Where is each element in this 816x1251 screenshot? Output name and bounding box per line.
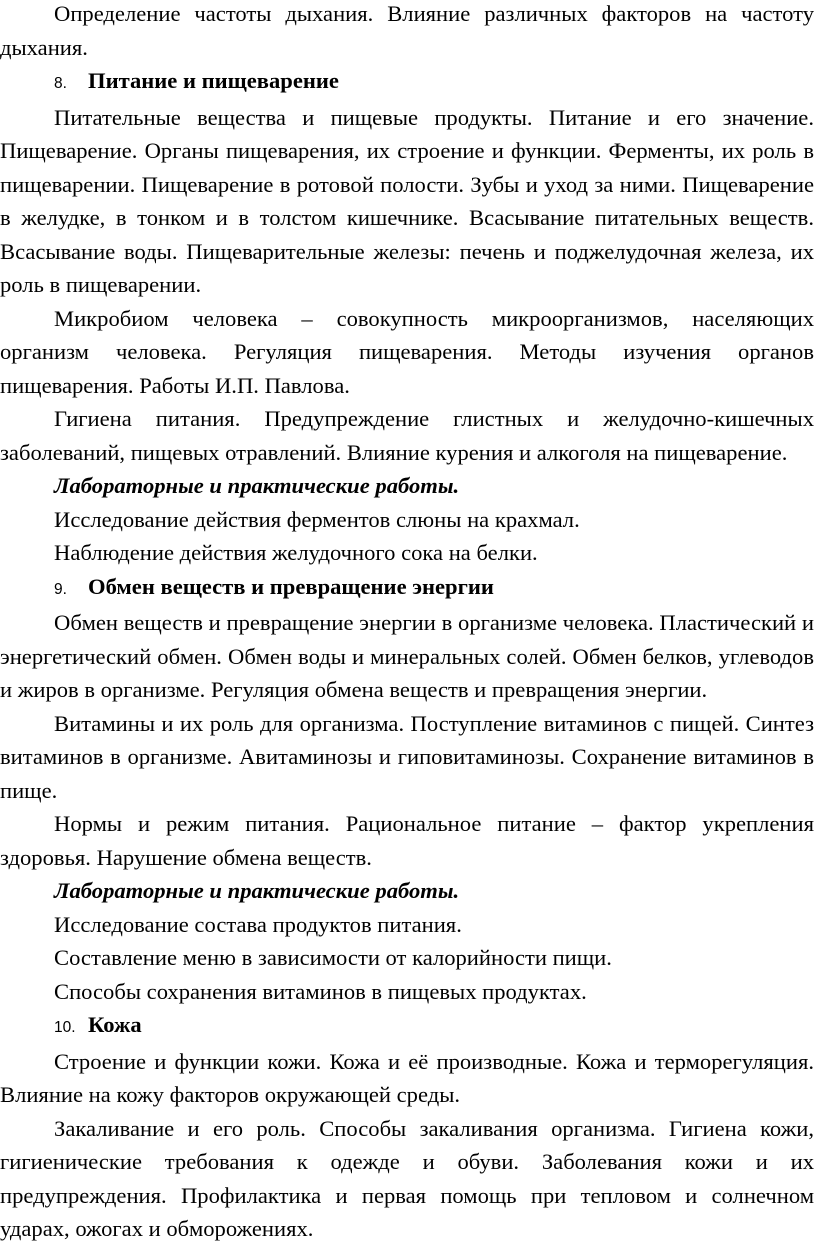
section-title: Питание и пищеварение (88, 68, 339, 93)
lab-works-title: Лабораторные и практические работы. (54, 878, 460, 903)
section-title: Кожа (88, 1012, 142, 1037)
paragraph: Закаливание и его роль. Способы закаливания организма. Гигиена кожи, гигиенические требования к одежде и обуви. Заболевания кожи и их предупреждения. Профилактика и первая помощь при тепловом и солнечном ударах, ожогах и обморожениях. (0, 1115, 814, 1241)
lab-work-item: Исследование действия ферментов слюны на крахмал. (54, 506, 580, 532)
paragraph: Нормы и режим питания. Рациональное питание – фактор укрепления здоровья. Нарушение обмена веществ. (0, 811, 814, 870)
paragraph: Микробиом человека – совокупность микроорганизмов, населяющих организм человека. Регуляция пищеварения. Методы изучения органов пищеварения. Работы И.П. Павлова. (0, 305, 814, 398)
lab-works-title: Лабораторные и практические работы. (54, 473, 460, 498)
section-heading-8 (0, 64, 814, 101)
lab-work-item: Наблюдение действия желудочного сока на белки. (54, 540, 538, 565)
paragraph: Питательные вещества и пищевые продукты. Питание и его значение. Пищеварение. Органы пищеварения, их строение и функции. Ферменты, их роль в пищеварении. Пищеварение в ротовой полости. Зубы и уход за ними. Пищеварение в желудке, в тонком и в толстом кишечнике. Всасывание питательных веществ. Всасывание воды. Пищеварительные железы: печень и поджелудочная железа, их роль в пищеварении. (0, 104, 814, 297)
paragraph: Строение и функции кожи. Кожа и её производные. Кожа и терморегуляция. Влияние на кожу факторов окружающей среды. (0, 1048, 814, 1107)
intro-paragraph: Определение частоты дыхания. Влияние различных факторов на частоту дыхания. (0, 1, 814, 60)
paragraph: Витамины и их роль для организма. Поступление витаминов с пищей. Синтез витаминов в организме. Авитаминозы и гиповитаминозы. Сохранение витаминов в пище. (0, 710, 814, 803)
paragraph: Обмен веществ и превращение энергии в организме человека. Пластический и энергетический обмен. Обмен воды и минеральных солей. Обмен белков, углеводов и жиров в организме. Регуляция обмена веществ и превращения энергии. (0, 610, 814, 702)
paragraph: Гигиена питания. Предупреждение глистных и желудочно-кишечных заболеваний, пищевых отравлений. Влияние курения и алкоголя на пищеварение. (0, 406, 814, 465)
section-heading-10 (0, 1008, 814, 1045)
lab-work-item: Исследование состава продуктов питания. (54, 911, 462, 937)
section-number: 8. (54, 75, 67, 92)
section-number: 10. (54, 1019, 76, 1036)
section-heading-9 (0, 570, 814, 607)
lab-work-item: Составление меню в зависимости от калорийности пищи. (54, 945, 612, 970)
section-number: 9. (54, 580, 67, 598)
section-title: Обмен веществ и превращение энергии (88, 573, 494, 599)
lab-work-item: Способы сохранения витаминов в пищевых продуктах. (54, 978, 587, 1004)
